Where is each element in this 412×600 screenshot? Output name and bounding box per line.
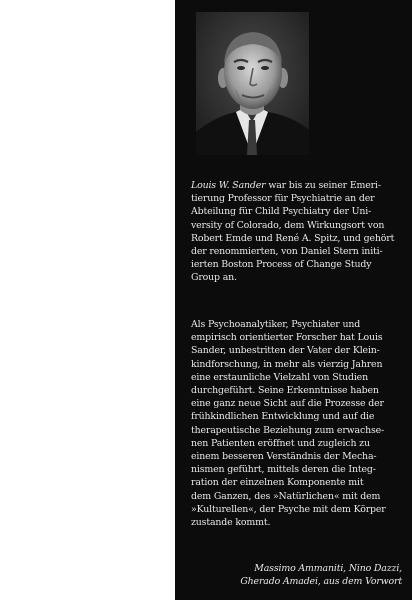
description-line: ration der einzelnen Komponente mit	[191, 477, 364, 489]
bio-line: ierten Boston Process of Change Study	[191, 259, 372, 271]
attribution-line-1: Massimo Ammaniti, Nino Dazzi,	[254, 563, 402, 574]
description-line: nen Patienten eröffnet und zugleich zu	[191, 437, 370, 449]
description-line: kindforschung, in mehr als vierzig Jahren	[191, 358, 383, 370]
description-line: eine erstaunliche Vielzahl von Studien	[191, 371, 368, 383]
description-line: durchgeführt. Seine Erkenntnisse haben	[191, 385, 379, 397]
author-portrait	[196, 12, 309, 155]
bio-line: Abteilung für Child Psychiatry der Uni-	[191, 206, 372, 218]
bio-line-1: Louis W. Sander war bis zu seiner Emeri-	[191, 180, 381, 191]
attribution-line-2: Gherado Amadei, aus dem Vorwort	[240, 576, 402, 588]
author-name: Louis W. Sander	[191, 180, 266, 191]
description-line: Als Psychoanalytiker, Psychiater und	[191, 319, 361, 330]
author-bio	[191, 179, 403, 285]
bio-line: tierung Professor für Psychiatrie an der	[191, 193, 375, 205]
description-line: nismen geführt, mittels deren die Integ-	[191, 464, 376, 476]
quote-attribution	[240, 562, 402, 588]
description-line: einem besseren Verständnis der Mecha-	[191, 451, 377, 463]
description-line: frühkindlichen Entwicklung und auf die	[191, 411, 375, 423]
description-line: dem Ganzen, des »Natürlichen« mit dem	[191, 490, 381, 502]
book-description	[191, 318, 403, 529]
description-line: therapeutische Beziehung zum erwachse-	[191, 424, 385, 436]
description-line: empirisch orientierter Forscher hat Louis	[191, 332, 383, 344]
description-line: »Kulturellen«, der Psyche mit dem Körper	[191, 503, 386, 515]
description-line: zustande kommt.	[191, 517, 271, 529]
description-line: eine ganz neue Sicht auf die Prozesse der	[191, 398, 384, 410]
description-line: Sander, unbestritten der Vater der Klein-	[191, 345, 380, 357]
bio-line: versity of Colorado, dem Wirkungsort von	[191, 219, 385, 231]
bio-line: der renommierten, von Daniel Stern initi-	[191, 246, 383, 258]
bio-line: Robert Emde und René A. Spitz, und gehört	[191, 232, 395, 244]
bio-line: Group an.	[191, 272, 237, 284]
